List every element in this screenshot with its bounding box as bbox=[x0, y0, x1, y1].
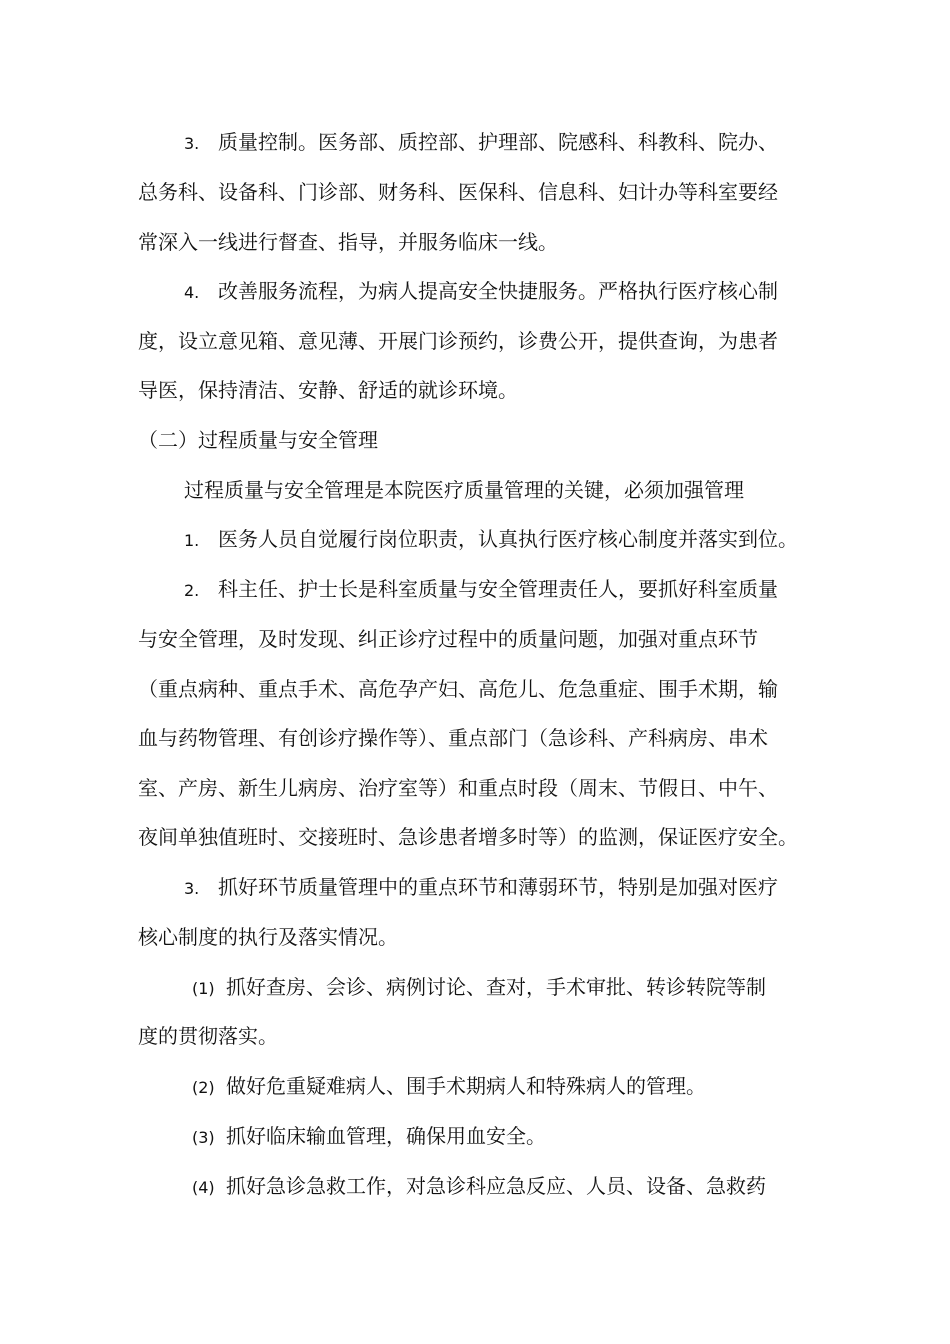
item-3-text: 质量控制。医务部、质控部、护理部、院感科、科教科、院办、 bbox=[218, 130, 778, 154]
s2-item-2-line-4: 血与药物管理、有创诊疗操作等）、重点部门（急诊科、产科病房、串术 bbox=[138, 726, 768, 750]
sub-item-1-line-1 bbox=[192, 972, 766, 1002]
s2-item-3-number: 3. bbox=[184, 879, 200, 898]
item-3-line-1 bbox=[184, 127, 778, 157]
s2-item-2-line-5: 室、产房、新生儿病房、治疗室等）和重点时段（周末、节假日、中午、 bbox=[138, 776, 778, 800]
s2-item-2-number: 2. bbox=[184, 581, 200, 600]
sub-item-2-line-1 bbox=[192, 1071, 706, 1101]
sub-item-4-text: 抓好急诊急救工作，对急诊科应急反应、人员、设备、急救药 bbox=[226, 1174, 766, 1198]
s2-item-1-number: 1. bbox=[184, 531, 200, 550]
s2-item-3-line-2: 核心制度的执行及落实情况。 bbox=[138, 925, 398, 949]
s2-item-3-line-1 bbox=[184, 872, 778, 902]
item-3-number: 3. bbox=[184, 134, 200, 153]
sub-item-4-line-1 bbox=[192, 1171, 766, 1201]
section-2-intro: 过程质量与安全管理是本院医疗质量管理的关键，必须加强管理 bbox=[184, 478, 744, 502]
item-4-text: 改善服务流程，为病人提高安全快捷服务。严格执行医疗核心制 bbox=[218, 279, 778, 303]
sub-item-1-number: (1) bbox=[192, 979, 215, 998]
item-3-line-2: 总务科、设备科、门诊部、财务科、医保科、信息科、妇计办等科室要经 bbox=[138, 180, 778, 204]
sub-item-3-number: (3) bbox=[192, 1128, 215, 1147]
item-3-line-3: 常深入一线进行督查、指导，并服务临床一线。 bbox=[138, 230, 558, 254]
s2-item-1-line-1 bbox=[184, 524, 798, 554]
section-2-heading: （二）过程质量与安全管理 bbox=[138, 428, 378, 452]
s2-item-3-text: 抓好环节质量管理中的重点环节和薄弱环节，特别是加强对医疗 bbox=[218, 875, 778, 899]
item-4-number: 4. bbox=[184, 283, 200, 302]
s2-item-1-text: 医务人员自觉履行岗位职责，认真执行医疗核心制度并落实到位。 bbox=[218, 527, 798, 551]
s2-item-2-line-6: 夜间单独值班时、交接班时、急诊患者增多时等）的监测，保证医疗安全。 bbox=[138, 825, 798, 849]
sub-item-3-text: 抓好临床输血管理，确保用血安全。 bbox=[226, 1124, 546, 1148]
s2-item-2-line-2: 与安全管理，及时发现、纠正诊疗过程中的质量问题，加强对重点环节 bbox=[138, 627, 758, 651]
sub-item-2-number: (2) bbox=[192, 1078, 215, 1097]
item-4-line-1 bbox=[184, 276, 778, 306]
sub-item-3-line-1 bbox=[192, 1121, 546, 1151]
sub-item-1-text: 抓好查房、会诊、病例讨论、查对，手术审批、转诊转院等制 bbox=[226, 975, 766, 999]
sub-item-1-line-2: 度的贯彻落实。 bbox=[138, 1024, 278, 1048]
s2-item-2-line-3: （重点病种、重点手术、高危孕产妇、高危儿、危急重症、围手术期，输 bbox=[138, 677, 778, 701]
sub-item-2-text: 做好危重疑难病人、围手术期病人和特殊病人的管理。 bbox=[226, 1074, 706, 1098]
item-4-line-3: 导医，保持清洁、安静、舒适的就诊环境。 bbox=[138, 378, 518, 402]
s2-item-2-text: 科主任、护士长是科室质量与安全管理责任人，要抓好科室质量 bbox=[218, 577, 778, 601]
item-4-line-2: 度，设立意见箱、意见薄、开展门诊预约，诊费公开，提供查询，为患者 bbox=[138, 329, 778, 353]
s2-item-2-line-1 bbox=[184, 574, 778, 604]
sub-item-4-number: (4) bbox=[192, 1178, 215, 1197]
